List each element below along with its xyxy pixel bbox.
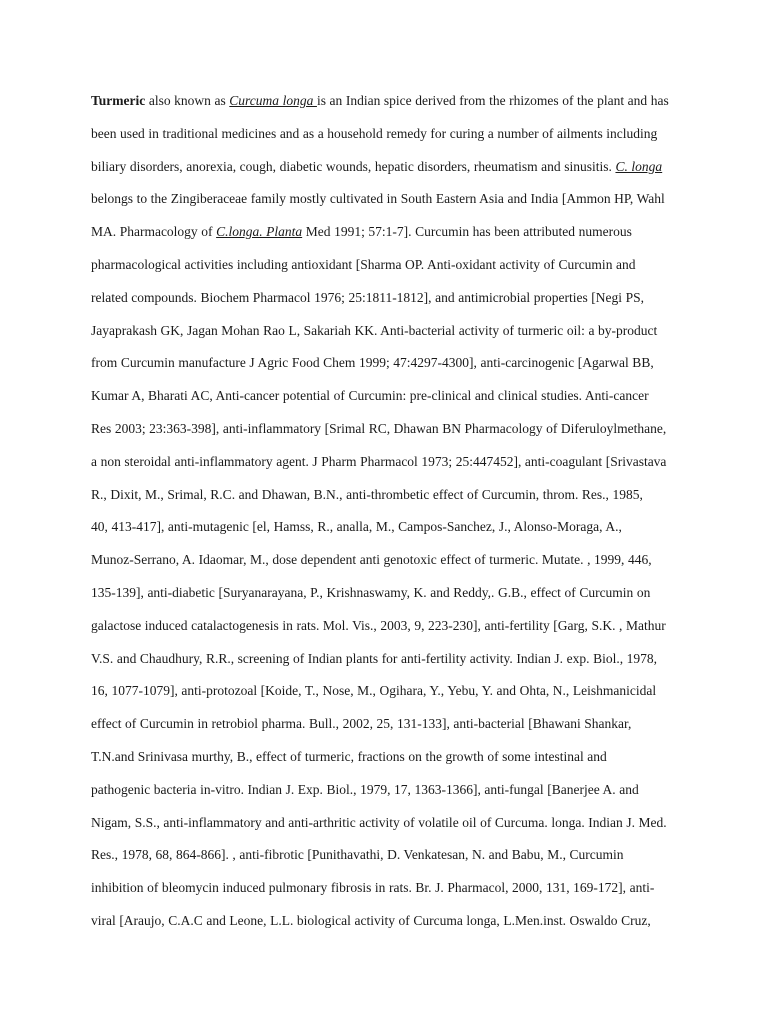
text-run: Med 1991; 57:1-7]. Curcumin has been attributed numerous: [302, 224, 632, 240]
text-line: [91, 843, 691, 876]
species-name: Curcuma longa: [229, 93, 317, 108]
text-line: [91, 548, 691, 581]
text-line: [91, 319, 691, 352]
text-run: Munoz-Serrano, A. Idaomar, M., dose dependent anti genotoxic effect of turmeric. Mutate. , 1999, 446,: [91, 552, 652, 568]
text-run: V.S. and Chaudhury, R.R., screening of Indian plants for anti-fertility activity. Indian J. exp. Biol., 1978,: [91, 650, 658, 666]
species-name: C.longa. Planta: [216, 224, 303, 240]
text-run: 135-139], anti-diabetic [Suryanarayana, P., Krishnaswamy, K. and Reddy,. G.B., effect of Curcumin on: [91, 584, 651, 600]
text-line: [91, 647, 691, 680]
body-paragraph: [91, 89, 691, 942]
text-run: Jayaprakash GK, Jagan Mohan Rao L, Sakariah KK. Anti-bacterial activity of turmeric oil: a by-product: [91, 322, 658, 338]
text-line: [91, 811, 691, 844]
text-run: biliary disorders, anorexia, cough, diabetic wounds, hepatic disorders, rheumatism and sinusitis.: [91, 158, 616, 174]
text-line: [91, 417, 691, 450]
text-run: MA. Pharmacology of: [91, 224, 217, 240]
text-line: [91, 614, 691, 647]
text-line: [91, 384, 691, 417]
text-run: a non steroidal anti-inflammatory agent. J Pharm Pharmacol 1973; 25:447452], anti-coagulant [Srivastava: [91, 453, 667, 469]
text-line: [91, 778, 691, 811]
term-heading: Turmeric: [91, 93, 146, 108]
text-run: also known as: [145, 93, 230, 108]
text-run: from Curcumin manufacture J Agric Food Chem 1999; 47:4297-4300], anti-carcinogenic [Agarwal BB,: [91, 355, 654, 371]
text-run: T.N.and Srinivasa murthy, B., effect of turmeric, fractions on the growth of some intestinal and: [91, 748, 607, 764]
text-run: Nigam, S.S., anti-inflammatory and anti-arthritic activity of volatile oil of Curcuma. longa. Indian J. Med.: [91, 814, 667, 830]
text-run: been used in traditional medicines and as a household remedy for curing a number of ailments including: [91, 125, 658, 141]
text-run: viral [Araujo, C.A.C and Leone, L.L. biological activity of Curcuma longa, L.Men.inst. Oswaldo Cruz,: [91, 912, 651, 928]
text-line: [91, 220, 691, 253]
text-line: [91, 187, 691, 220]
text-run: Res., 1978, 68, 864-866]. , anti-fibrotic [Punithavathi, D. Venkatesan, N. and Babu, M., Curcumin: [91, 847, 624, 863]
text-run: pharmacological activities including antioxidant [Sharma OP. Anti-oxidant activity of Curcumin and: [91, 256, 636, 272]
text-line: [91, 122, 691, 155]
text-run: Res 2003; 23:363-398], anti-inflammatory [Srimal RC, Dhawan BN Pharmacology of Diferuloylmethane,: [91, 420, 667, 436]
text-run: pathogenic bacteria in-vitro. Indian J. Exp. Biol., 1979, 17, 1363-1366], anti-fungal [Banerjee A. and: [91, 781, 639, 797]
text-line: [91, 253, 691, 286]
text-run: 40, 413-417], anti-mutagenic [el, Hamss, R., analla, M., Campos-Sanchez, J., Alonso-Moraga, A.,: [91, 519, 622, 535]
text-run: 16, 1077-1079], anti-protozoal [Koide, T., Nose, M., Ogihara, Y., Yebu, Y. and Ohta, N., Leishmanicidal: [91, 683, 657, 699]
text-line: [91, 909, 691, 942]
text-line: [91, 450, 691, 483]
text-line: [91, 581, 691, 614]
species-name: C. longa: [615, 158, 663, 174]
text-line: [91, 515, 691, 548]
text-run: R., Dixit, M., Srimal, R.C. and Dhawan, B.N., anti-thrombetic effect of Curcumin, throm. Res., 1985,: [91, 486, 643, 502]
text-line: [91, 155, 691, 188]
text-line: [91, 679, 691, 712]
text-line: [91, 89, 691, 122]
text-run: is an Indian spice derived from the rhizomes of the plant and has: [316, 93, 669, 108]
text-run: effect of Curcumin in retrobiol pharma. Bull., 2002, 25, 131-133], anti-bacterial [Bhawani Shankar,: [91, 716, 632, 732]
text-line: [91, 876, 691, 909]
text-run: galactose induced catalactogenesis in rats. Mol. Vis., 2003, 9, 223-230], anti-fertility [Garg, S.K. , Mathur: [91, 617, 666, 633]
text-run: inhibition of bleomycin induced pulmonary fibrosis in rats. Br. J. Pharmacol, 2000, 131, 169-172], anti-: [91, 880, 655, 896]
text-line: [91, 286, 691, 319]
text-line: [91, 483, 691, 516]
text-run: related compounds. Biochem Pharmacol 1976; 25:1811-1812], and antimicrobial properties [Negi PS,: [91, 289, 645, 305]
text-line: [91, 351, 691, 384]
text-run: Kumar A, Bharati AC, Anti-cancer potential of Curcumin: pre-clinical and clinical studies. Anti-cancer: [91, 388, 649, 404]
text-line: [91, 745, 691, 778]
text-line: [91, 712, 691, 745]
text-run: belongs to the Zingiberaceae family mostly cultivated in South Eastern Asia and India [Ammon HP, Wahl: [91, 191, 665, 207]
